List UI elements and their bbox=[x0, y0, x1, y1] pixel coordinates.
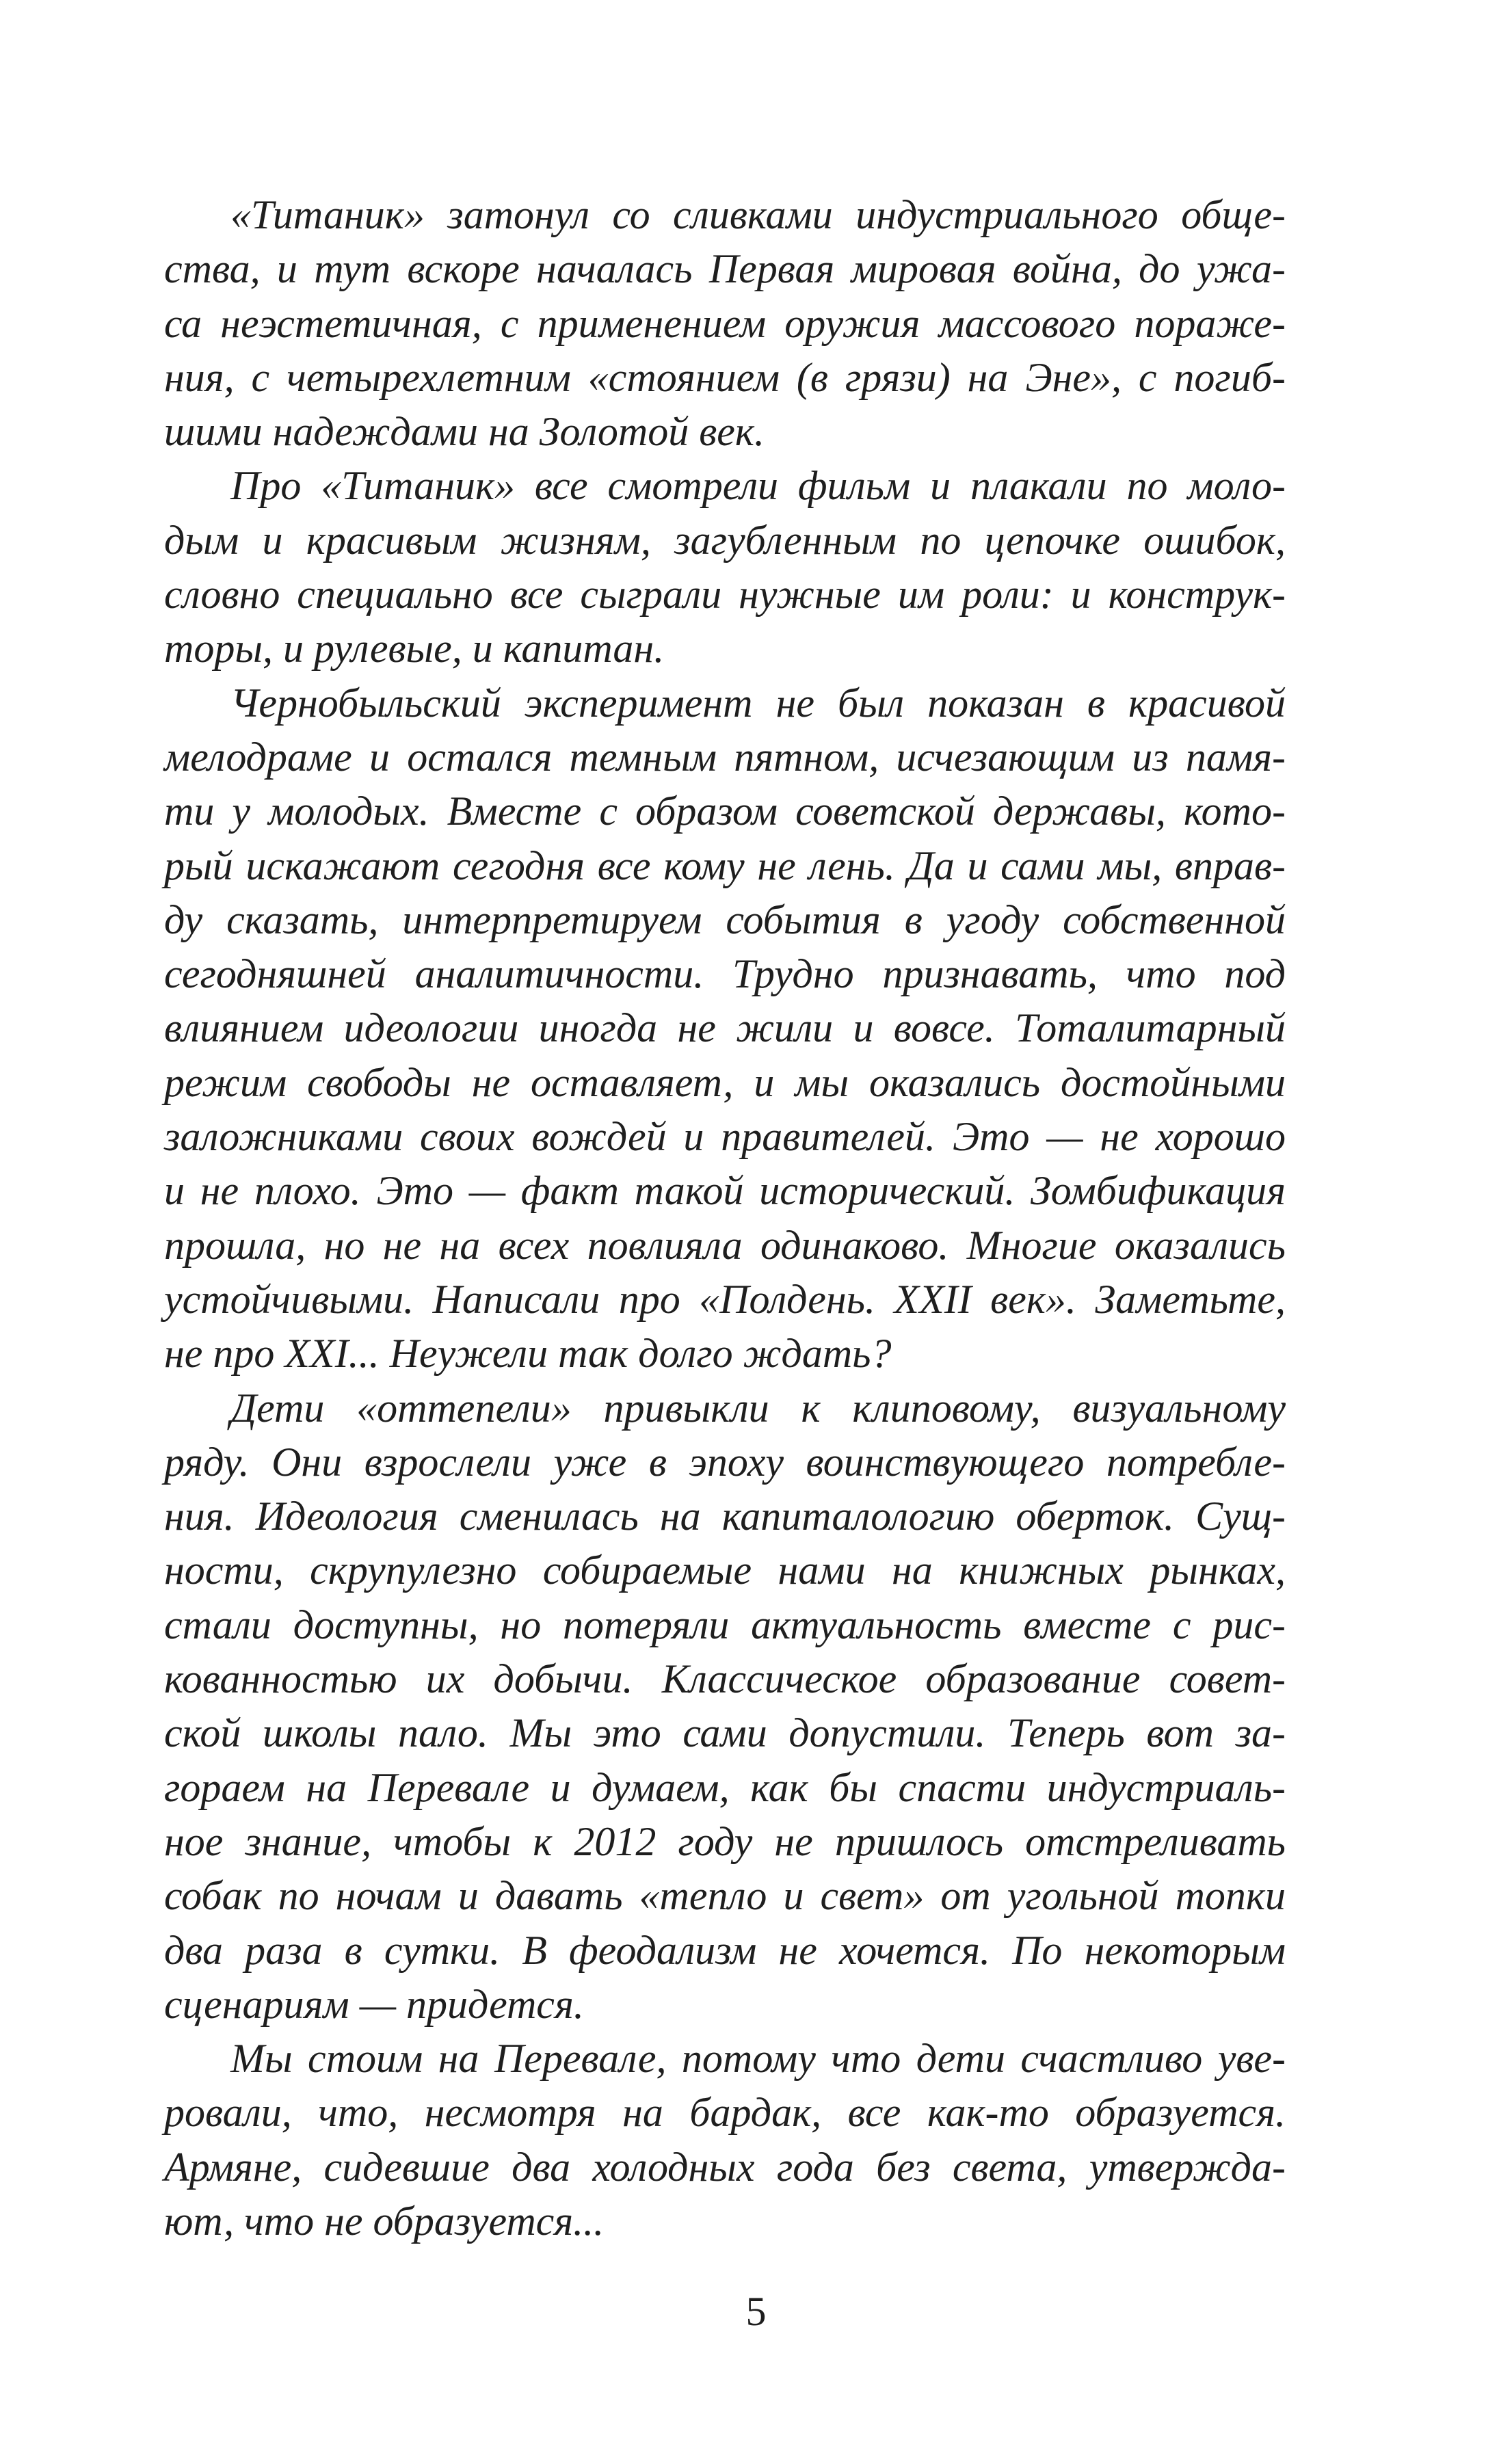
text-line: ния. Идеология сменилась на капиталологию оберток. Сущ- bbox=[164, 1494, 1286, 1539]
text-line: не про XXI... Неужели так долго ждать? bbox=[164, 1331, 892, 1377]
text-line: словно специально все сыграли нужные им роли: и конструк- bbox=[164, 572, 1286, 618]
text-line: Про «Титаник» все смотрели фильм и плакали по моло- bbox=[230, 463, 1286, 509]
text-line: ровали, что, несмотря на бардак, все как-то образуется. bbox=[164, 2090, 1286, 2136]
text-line: режим свободы не оставляет, и мы оказались достойными bbox=[164, 1059, 1286, 1105]
text-line: кованностью их добычи. Классическое образование совет- bbox=[164, 1656, 1286, 1702]
text-line: сценариям — придется. bbox=[164, 1981, 584, 2027]
text-line: ное знание, чтобы к 2012 году не пришлось отстреливать bbox=[164, 1818, 1286, 1864]
text-line: «Титаник» затонул со сливками индустриального обще- bbox=[230, 192, 1286, 237]
text-line: ской школы пало. Мы это сами допустили. Теперь вот за- bbox=[164, 1710, 1286, 1756]
text-line: Дети «оттепели» привыкли к клиповому, визуальному bbox=[230, 1385, 1286, 1431]
text-line: мелодраме и остался темным пятном, исчезающим из памя- bbox=[164, 734, 1286, 780]
text-line: ют, что не образуется... bbox=[164, 2198, 605, 2244]
text-line: два раза в сутки. В феодализм не хочется. По некоторым bbox=[164, 1927, 1286, 1973]
text-line: собак по ночам и давать «тепло и свет» от угольной топки bbox=[164, 1873, 1286, 1919]
text-line: прошла, но не на всех повлияла одинаково. Многие оказались bbox=[164, 1222, 1286, 1268]
text-line: ности, скрупулезно собираемые нами на книжных рынках, bbox=[164, 1548, 1286, 1593]
text-line: устойчивыми. Написали про «Полдень. XXII век». Заметьте, bbox=[164, 1276, 1286, 1322]
text-line: ти у молодых. Вместе с образом советской державы, кото- bbox=[164, 788, 1286, 834]
text-line: влиянием идеологии иногда не жили и вовсе. Тоталитарный bbox=[164, 1005, 1286, 1051]
text-line: ства, и тут вскоре началась Первая мировая война, до ужа- bbox=[164, 246, 1286, 292]
text-line: ряду. Они взрослели уже в эпоху воинствующего потребле- bbox=[164, 1439, 1286, 1485]
text-line: Мы стоим на Перевале, потому что дети счастливо уве- bbox=[230, 2036, 1286, 2082]
text-line: стали доступны, но потеряли актуальность вместе с рис- bbox=[164, 1602, 1286, 1647]
text-line: са неэстетичная, с применением оружия массового пораже- bbox=[164, 300, 1286, 346]
text-line: торы, и рулевые, и капитан. bbox=[164, 626, 665, 672]
text-line: сегодняшней аналитичности. Трудно признавать, что под bbox=[164, 951, 1286, 997]
text-line: Чернобыльский эксперимент не был показан в красивой bbox=[230, 680, 1286, 726]
text-line: шими надеждами на Золотой век. bbox=[164, 409, 765, 455]
text-line: рый искажают сегодня все кому не лень. Да и сами мы, вправ- bbox=[164, 842, 1286, 888]
text-line: гораем на Перевале и думаем, как бы спасти индустриаль- bbox=[164, 1764, 1286, 1810]
body-text bbox=[164, 188, 1286, 2248]
text-line: заложниками своих вождей и правителей. Это — не хорошо bbox=[164, 1114, 1286, 1160]
text-line: Армяне, сидевшие два холодных года без света, утвержда- bbox=[164, 2144, 1286, 2190]
text-line: дым и красивым жизням, загубленным по цепочке ошибок, bbox=[164, 517, 1286, 563]
page-number: 5 bbox=[745, 2289, 767, 2334]
text-line: и не плохо. Это — факт такой исторический. Зомбификация bbox=[164, 1168, 1286, 1214]
text-line: ния, с четырехлетним «стоянием (в грязи) на Эне», с погиб- bbox=[164, 354, 1286, 400]
text-line: ду сказать, интерпретируем события в угоду собственной bbox=[164, 897, 1286, 942]
